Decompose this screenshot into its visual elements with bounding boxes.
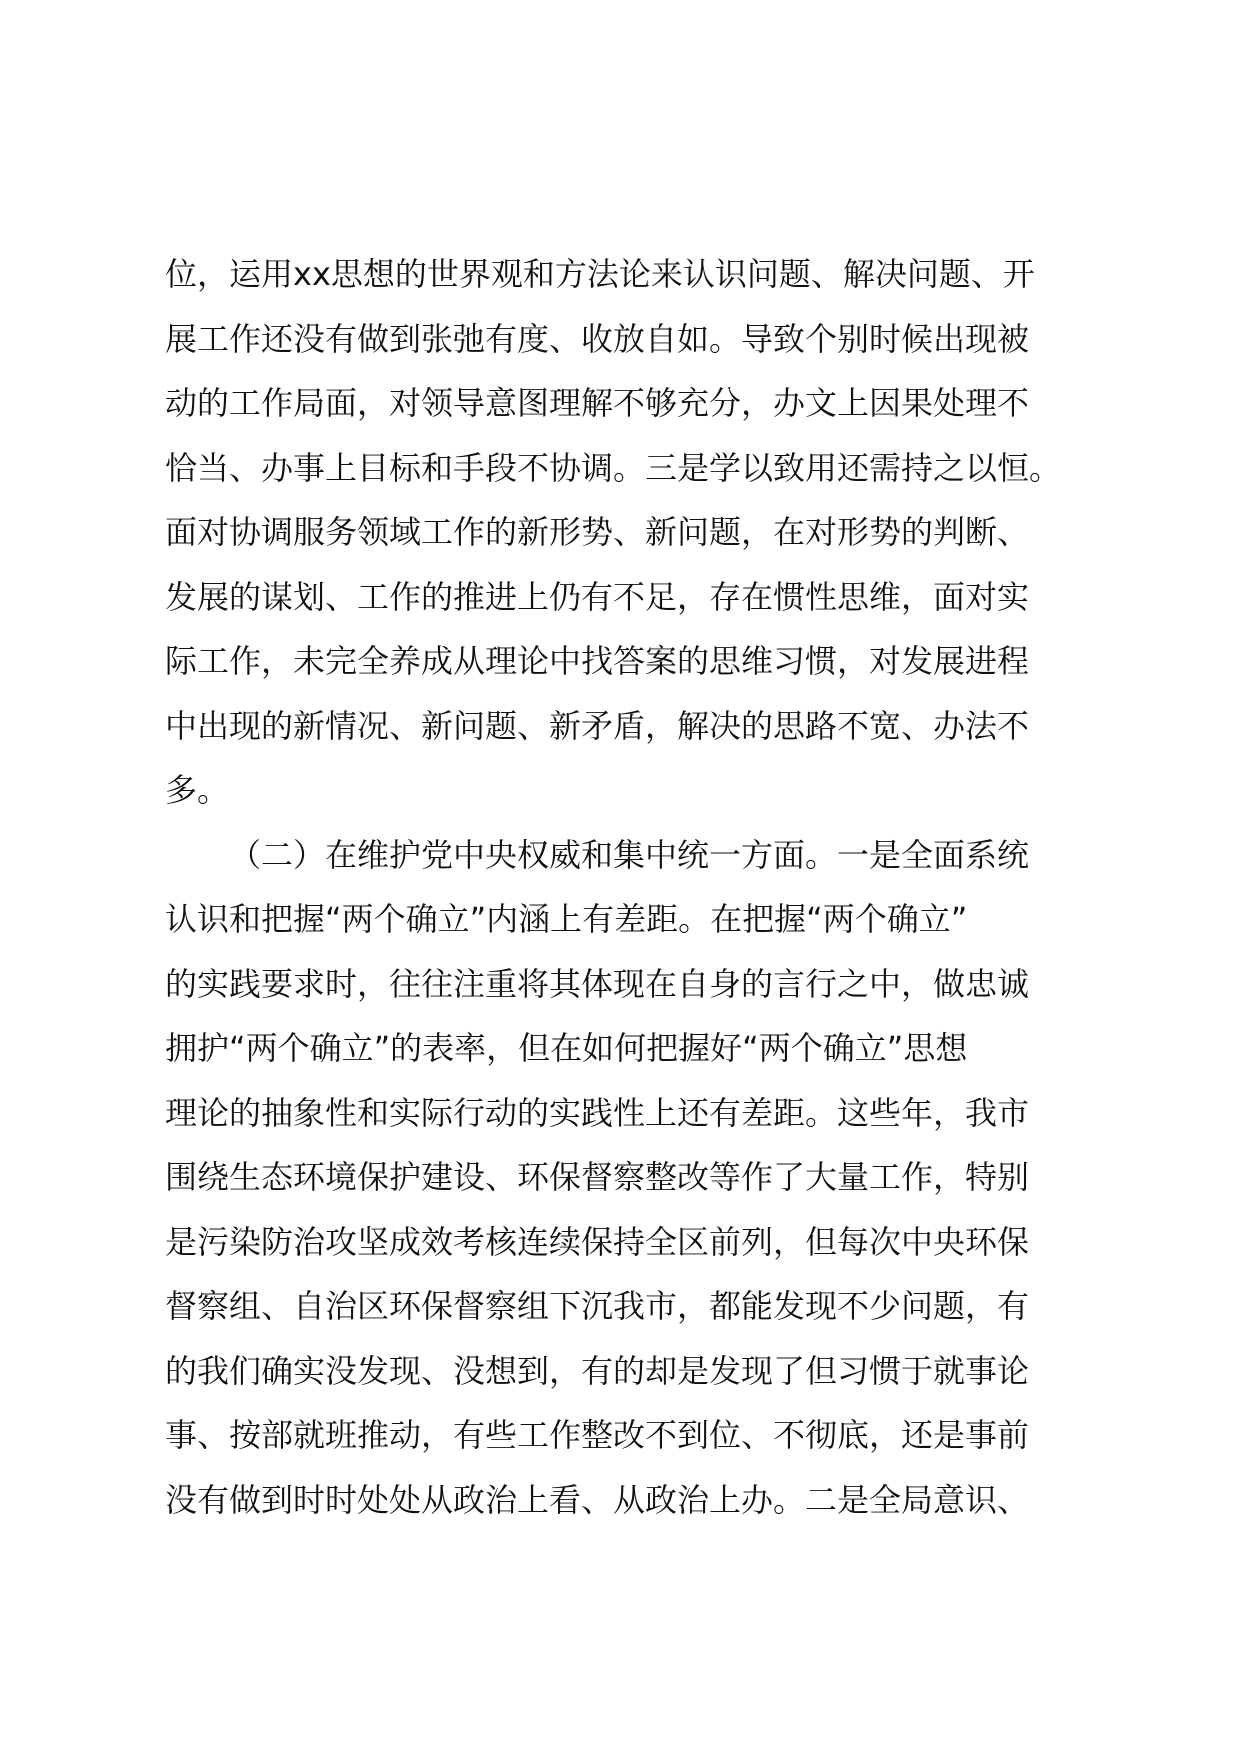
text-line: 事、按部就班推动，有些工作整改不到位、不彻底，还是事前 — [165, 1416, 1030, 1454]
text-line: 的实践要求时，往往注重将其体现在自身的言行之中，做忠诚 — [165, 964, 1030, 1003]
text-line: 拥护“两个确立”的表率，但在如何把握好“两个确立”思想 — [165, 1029, 968, 1067]
text-line: 发展的谋划、工作的推进上仍有不足，存在惯性思维，面对实 — [165, 577, 1030, 616]
text-line: 认识和把握“两个确立”内涵上有差距。在把握“两个确立” — [165, 900, 968, 938]
document-body — [165, 242, 1095, 1532]
text-line: 动的工作局面，对领导意图理解不够充分，办文上因果处理不 — [165, 384, 1030, 422]
text-line: 理论的抽象性和实际行动的实践性上还有差距。这些年，我市 — [165, 1093, 1030, 1132]
text-line: 围绕生态环境保护建设、环保督察整改等作了大量工作，特别 — [165, 1158, 1030, 1196]
text-line: 的我们确实没发现、没想到，有的却是发现了但习惯于就事论 — [165, 1351, 1030, 1390]
text-line: 是污染防治攻坚成效考核连续保持全区前列，但每次中央环保 — [165, 1222, 1030, 1261]
text-line: 面对协调服务领域工作的新形势、新问题，在对形势的判断、 — [165, 513, 1030, 551]
text-line: 中出现的新情况、新问题、新矛盾，解决的思路不宽、办法不 — [165, 706, 1030, 745]
text-line: 际工作，未完全养成从理论中找答案的思维习惯，对发展进程 — [165, 642, 1030, 680]
text-line: 督察组、自治区环保督察组下沉我市，都能发现不少问题，有 — [165, 1287, 1030, 1325]
text-line: 位，运用xx思想的世界观和方法论来认识问题、解决问题、开 — [165, 255, 1035, 293]
text-line: 多。 — [165, 771, 230, 809]
text-line: 展工作还没有做到张弛有度、收放自如。导致个别时候出现被 — [165, 319, 1030, 358]
section-heading-line: （二）在维护党中央权威和集中统一方面。一是全面系统 — [229, 835, 1030, 874]
text-line: 恰当、办事上目标和手段不协调。三是学以致用还需持之以恒。 — [165, 448, 1062, 487]
text-line: 没有做到时时处处从政治上看、从政治上办。二是全局意识、 — [165, 1480, 1030, 1519]
